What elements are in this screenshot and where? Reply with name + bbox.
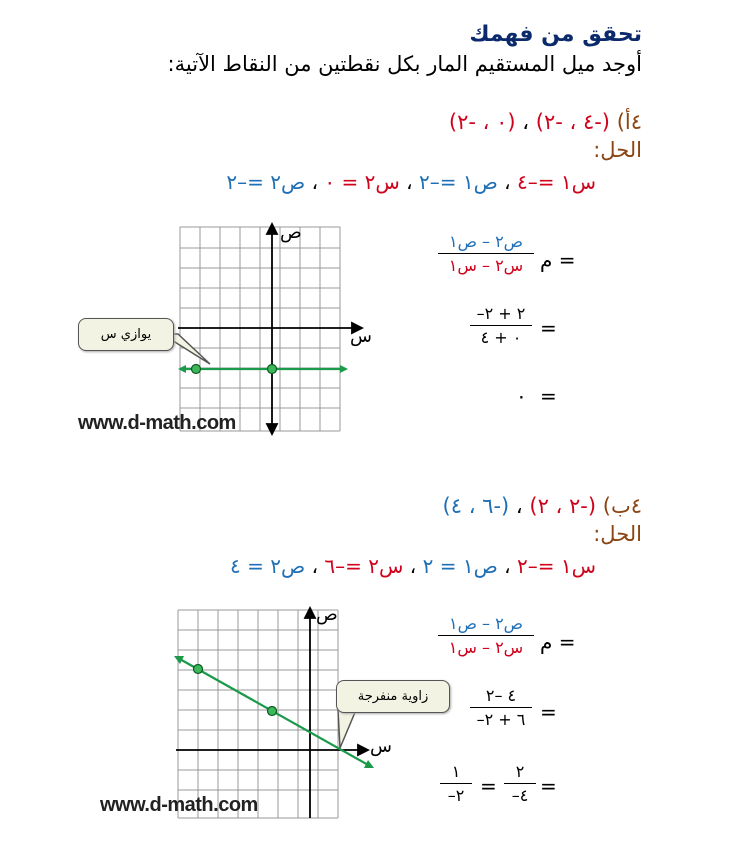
part-b-question (443, 494, 642, 518)
part-b-sep: ، (515, 494, 523, 518)
part-b-axis-x-label: س (370, 736, 392, 757)
part-a-callout: يوازي س (78, 318, 174, 351)
part-a-result: ٠ (516, 384, 527, 408)
part-a-values: س١ =–٤ ، ص١ =–٢ ، س٢ = ٠ ، ص٢ =–٢ (226, 170, 596, 194)
part-b-watermark: www.d-math.com (100, 794, 258, 816)
part-b-callout: زاوية منفرجة (336, 680, 450, 713)
part-b-eq3: = (540, 774, 557, 798)
instruction-text: أوجد ميل المستقيم المار بكل نقطتين من النقاط الآتية: (167, 52, 642, 76)
part-a-m-equals: م = (540, 248, 576, 272)
part-a-point-2 (268, 365, 277, 374)
part-a-watermark: www.d-math.com (78, 412, 236, 434)
part-b-eq2: = (540, 700, 557, 724)
part-b-axis-y-label: ص (316, 604, 338, 625)
part-a-y1: ص١ =–٢ (418, 170, 498, 194)
page-title: تحقق من فهمك (469, 22, 642, 47)
part-a-question (449, 110, 642, 134)
part-b-step3b: ١ –٢ (440, 762, 472, 805)
part-a-axis-y-label: ص (280, 222, 302, 243)
part-a-eq3: = (540, 384, 557, 408)
part-b-formula: ص٢ – ص١ س٢ – س١ (438, 614, 534, 657)
part-b-point-1 (194, 665, 203, 674)
part-b-solution-label: الحل: (593, 522, 642, 546)
part-b-point2: (-٦ ، ٤) (442, 494, 510, 518)
part-b-point1: (-٢ ، ٢) (529, 494, 597, 518)
part-a-formula: ص٢ – ص١ س٢ – س١ (438, 232, 534, 275)
part-a-y2: ص٢ =–٢ (226, 170, 306, 194)
part-a-step2: –٢ + ٢ ٠ + ٤ (470, 304, 532, 347)
part-a-x1: س١ =–٤ (516, 170, 596, 194)
part-b-eq4: = (480, 774, 497, 798)
part-a-sep: ، (522, 110, 530, 134)
part-a-eq2: = (540, 316, 557, 340)
part-a-label: ٤أ) (616, 110, 642, 134)
part-a-x2: س٢ = ٠ (324, 170, 400, 194)
part-b-y2: ص٢ = ٤ (230, 554, 306, 578)
part-b-step2: ٤ –٢ –٦ + ٢ (470, 686, 532, 729)
part-b-step3a: ٢ –٤ (504, 762, 536, 805)
part-b-point-2 (268, 707, 277, 716)
part-a-solution-label: الحل: (593, 138, 642, 162)
part-b-m-equals: م = (540, 630, 576, 654)
part-b-y1: ص١ = ٢ (422, 554, 498, 578)
part-b-label: ٤ب) (602, 494, 642, 518)
part-a-axis-x-label: س (350, 326, 372, 347)
part-a-point1: (-٤ ، -٢) (535, 110, 610, 134)
part-b-callout-pointer (330, 708, 370, 752)
part-a-point2: (٠ ، -٢) (448, 110, 516, 134)
part-a-graph (170, 222, 370, 436)
part-b-x1: س١ =–٢ (516, 554, 596, 578)
part-b-values: س١ =–٢ ، ص١ = ٢ ، س٢ =–٦ ، ص٢ = ٤ (230, 554, 596, 578)
part-b-x2: س٢ =–٦ (324, 554, 404, 578)
